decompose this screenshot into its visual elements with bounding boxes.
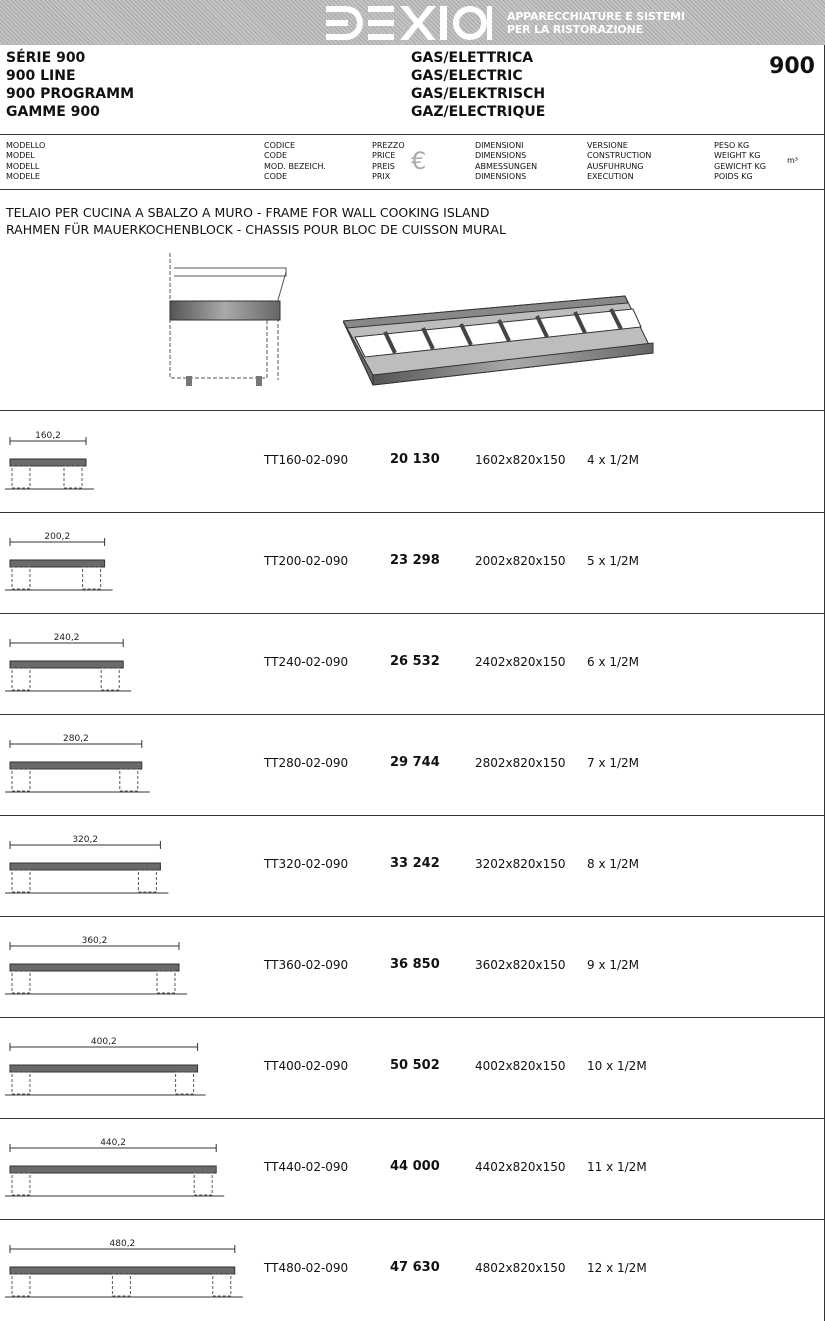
product-price: 29 744 bbox=[390, 755, 440, 770]
frame-leg bbox=[12, 1274, 30, 1296]
frame-leg bbox=[83, 567, 101, 589]
product-execution: 12 x 1/2M bbox=[587, 1261, 647, 1275]
frame-bar bbox=[10, 1267, 235, 1274]
product-execution: 10 x 1/2M bbox=[587, 1059, 647, 1073]
frame-size-drawing bbox=[0, 815, 240, 915]
frame-bar bbox=[10, 964, 179, 971]
dimension-label: 240,2 bbox=[53, 633, 80, 643]
product-dimensions: 4802x820x150 bbox=[475, 1261, 566, 1275]
product-code: TT360-02-090 bbox=[264, 958, 349, 972]
table-row bbox=[0, 411, 825, 512]
product-execution: 4 x 1/2M bbox=[587, 453, 640, 467]
product-code: TT440-02-090 bbox=[264, 1160, 349, 1174]
table-row bbox=[0, 815, 825, 916]
frame-leg bbox=[12, 466, 30, 488]
frame-perspective-drawing bbox=[343, 295, 658, 387]
frame-size-drawing bbox=[0, 613, 240, 713]
product-price: 44 000 bbox=[390, 1159, 440, 1174]
brand-tagline: APPARECCHIATURE E SISTEMI PER LA RISTORAZIONE bbox=[507, 10, 685, 36]
frame-leg bbox=[12, 668, 30, 690]
product-code: TT480-02-090 bbox=[264, 1261, 349, 1275]
product-price: 36 850 bbox=[390, 957, 440, 972]
product-execution: 6 x 1/2M bbox=[587, 655, 640, 669]
series-number: 900 bbox=[769, 54, 815, 79]
product-dimensions: 2802x820x150 bbox=[475, 756, 566, 770]
frame-size-drawing bbox=[0, 1017, 240, 1117]
product-price: 23 298 bbox=[390, 553, 440, 568]
product-price: 26 532 bbox=[390, 654, 440, 669]
frame-size-drawing bbox=[0, 512, 240, 612]
side-section-drawing bbox=[160, 248, 295, 388]
table-row bbox=[0, 613, 825, 714]
product-dimensions: 3602x820x150 bbox=[475, 958, 566, 972]
dimension-label: 400,2 bbox=[90, 1037, 117, 1047]
col-modello: MODELLO MODEL MODELL MODELE bbox=[6, 141, 46, 181]
col-volume: m³ bbox=[787, 156, 798, 165]
frame-leg bbox=[12, 1072, 30, 1094]
frame-leg bbox=[138, 870, 156, 892]
product-price: 47 630 bbox=[390, 1260, 440, 1275]
frame-leg bbox=[112, 1274, 130, 1296]
product-code: TT320-02-090 bbox=[264, 857, 349, 871]
table-row bbox=[0, 1219, 825, 1320]
frame-leg bbox=[101, 668, 119, 690]
divider bbox=[0, 189, 825, 190]
dimension-label: 200,2 bbox=[44, 532, 71, 542]
product-code: TT280-02-090 bbox=[264, 756, 349, 770]
frame-size-drawing bbox=[0, 1219, 240, 1319]
product-code: TT200-02-090 bbox=[264, 554, 349, 568]
product-description: TELAIO PER CUCINA A SBALZO A MURO - FRAME FOR WALL COOKING ISLAND RAHMEN FÜR MAUERKOCHENBLOCK - CHASSIS POUR BLOC DE CUISSON MURAL bbox=[6, 205, 506, 237]
frame-bar bbox=[10, 1166, 216, 1173]
col-codice: CODICE CODE MOD. BEZEICH. CODE bbox=[264, 141, 326, 181]
product-dimensions: 2402x820x150 bbox=[475, 655, 566, 669]
table-row bbox=[0, 512, 825, 613]
product-dimensions: 4402x820x150 bbox=[475, 1160, 566, 1174]
frame-bar bbox=[10, 762, 142, 769]
col-versione: VERSIONE CONSTRUCTION AUSFUHRUNG EXECUTION bbox=[587, 141, 652, 181]
frame-bar bbox=[10, 560, 105, 567]
product-dimensions: 1602x820x150 bbox=[475, 453, 566, 467]
dimension-label: 280,2 bbox=[63, 734, 89, 744]
frame-leg bbox=[64, 466, 82, 488]
frame-leg bbox=[12, 1173, 30, 1195]
product-execution: 5 x 1/2M bbox=[587, 554, 640, 568]
dimension-label: 360,2 bbox=[81, 936, 108, 946]
product-code: TT160-02-090 bbox=[264, 453, 349, 467]
frame-bar bbox=[10, 459, 86, 466]
col-dimensioni: DIMENSIONI DIMENSIONS ABMESSUNGEN DIMENSIONS bbox=[475, 141, 538, 181]
frame-leg bbox=[157, 971, 175, 993]
dexion-logo bbox=[322, 3, 497, 43]
dimension-label: 440,2 bbox=[100, 1138, 126, 1148]
product-code: TT240-02-090 bbox=[264, 655, 349, 669]
frame-bar bbox=[10, 661, 123, 668]
product-dimensions: 3202x820x150 bbox=[475, 857, 566, 871]
product-execution: 11 x 1/2M bbox=[587, 1160, 647, 1174]
euro-icon: € bbox=[411, 147, 427, 175]
product-price: 20 130 bbox=[390, 452, 440, 467]
frame-size-drawing bbox=[0, 916, 240, 1016]
frame-leg bbox=[120, 769, 138, 791]
frame-size-drawing bbox=[0, 411, 240, 511]
frame-bar bbox=[10, 1065, 198, 1072]
frame-bar bbox=[10, 863, 160, 870]
frame-leg bbox=[194, 1173, 212, 1195]
brand-banner bbox=[0, 0, 825, 45]
dimension-label: 480,2 bbox=[109, 1239, 136, 1249]
product-dimensions: 2002x820x150 bbox=[475, 554, 566, 568]
frame-size-drawing bbox=[0, 1118, 240, 1218]
table-row bbox=[0, 916, 825, 1017]
table-row bbox=[0, 1017, 825, 1118]
frame-leg bbox=[12, 567, 30, 589]
product-execution: 7 x 1/2M bbox=[587, 756, 640, 770]
table-row bbox=[0, 714, 825, 815]
dimension-label: 320,2 bbox=[72, 835, 99, 845]
product-execution: 9 x 1/2M bbox=[587, 958, 640, 972]
product-price: 33 242 bbox=[390, 856, 440, 871]
col-prezzo: PREZZO PRICE PREIS PRIX bbox=[372, 141, 405, 181]
col-peso: PESO KG WEIGHT KG GEWICHT KG POIDS KG bbox=[714, 141, 766, 181]
appliance-types: GAS/ELETTRICA GAS/ELECTRIC GAS/ELEKTRISCH GAZ/ELECTRIQUE bbox=[411, 50, 546, 120]
product-code: TT400-02-090 bbox=[264, 1059, 349, 1073]
frame-leg bbox=[12, 769, 30, 791]
series-names: SÉRIE 900 900 LINE 900 PROGRAMM GAMME 900 bbox=[6, 50, 135, 120]
frame-leg bbox=[213, 1274, 231, 1296]
product-price: 50 502 bbox=[390, 1058, 440, 1073]
product-execution: 8 x 1/2M bbox=[587, 857, 640, 871]
frame-leg bbox=[176, 1072, 194, 1094]
divider bbox=[0, 134, 825, 135]
frame-size-drawing bbox=[0, 714, 240, 814]
dimension-label: 160,2 bbox=[35, 431, 61, 441]
table-row bbox=[0, 1118, 825, 1219]
frame-leg bbox=[12, 971, 30, 993]
frame-leg bbox=[12, 870, 30, 892]
product-dimensions: 4002x820x150 bbox=[475, 1059, 566, 1073]
